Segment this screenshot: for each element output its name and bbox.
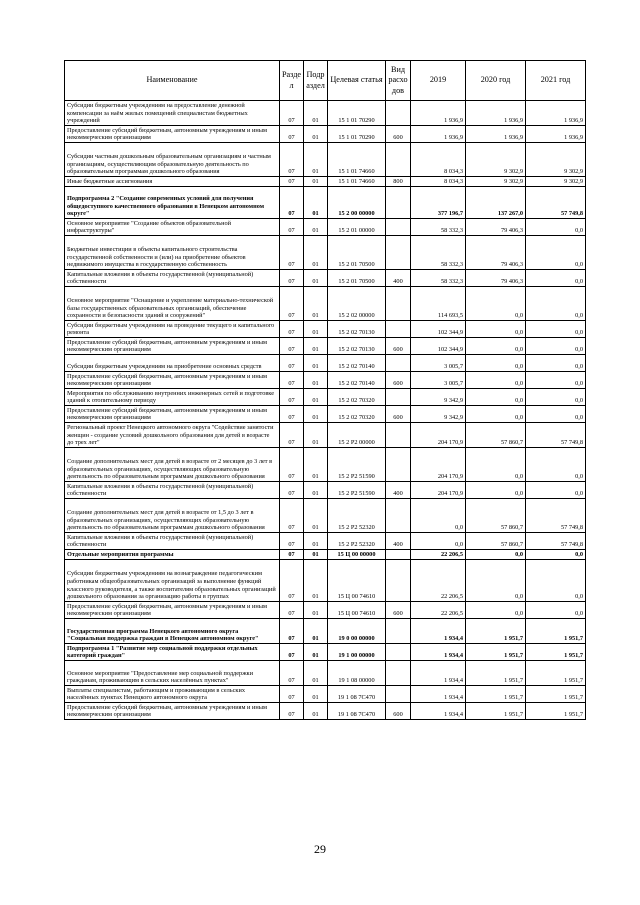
cell-subsection: 01 [304,533,328,550]
header-expense-type: Вид расхо дов [386,61,411,101]
cell-target-article: 15 1 01 74660 [328,143,386,177]
cell-value-2021: 0,0 [526,550,586,560]
table-header [65,61,586,101]
cell-target-article: 19 1 08 00000 [328,661,386,686]
cell-value-2019: 3 005,7 [411,355,466,372]
cell-value-2019: 22 206,5 [411,560,466,602]
cell-expense-type [386,389,411,406]
cell-name: Предоставление субсидий бюджетным, автономным учреждениям и иным некоммерческим организациям [65,406,280,423]
cell-name: Выплаты специалистам, работающим и проживающим в сельских населённых пунктах Ненецкого автономного округа [65,686,280,703]
cell-expense-type [386,287,411,321]
cell-target-article: 15 2 01 00000 [328,219,386,236]
table-row [65,372,586,389]
cell-expense-type: 600 [386,602,411,619]
table-row [65,482,586,499]
cell-subsection: 01 [304,236,328,270]
cell-value-2019: 58 332,3 [411,219,466,236]
cell-value-2020: 0,0 [466,448,526,482]
header-year-2020: 2020 год [466,61,526,101]
table-row [65,550,586,560]
cell-section: 07 [280,101,304,126]
cell-value-2019: 8 034,3 [411,143,466,177]
cell-value-2021: 1 951,7 [526,686,586,703]
cell-value-2020: 0,0 [466,550,526,560]
cell-expense-type [386,321,411,338]
cell-section: 07 [280,560,304,602]
cell-value-2021: 57 749,8 [526,423,586,448]
cell-section: 07 [280,177,304,187]
cell-target-article: 19 0 00 00000 [328,619,386,644]
table-body [65,101,586,720]
cell-section: 07 [280,143,304,177]
cell-value-2021: 1 951,7 [526,619,586,644]
cell-target-article: 15 2 02 70130 [328,321,386,338]
cell-section: 07 [280,187,304,219]
cell-section: 07 [280,550,304,560]
cell-subsection: 01 [304,423,328,448]
cell-expense-type: 400 [386,533,411,550]
cell-target-article: 15 2 02 70320 [328,389,386,406]
cell-value-2019: 204 170,9 [411,482,466,499]
cell-subsection: 01 [304,644,328,661]
cell-name: Подпрограмма 2 "Создание современных условий для получения общедоступного качественного образования в Ненецком автономном округе" [65,187,280,219]
table-row [65,448,586,482]
cell-section: 07 [280,126,304,143]
cell-target-article: 15 2 02 70130 [328,338,386,355]
cell-value-2019: 58 332,3 [411,270,466,287]
cell-value-2019: 1 936,9 [411,101,466,126]
cell-subsection: 01 [304,177,328,187]
cell-expense-type [386,560,411,602]
cell-subsection: 01 [304,219,328,236]
cell-subsection: 01 [304,661,328,686]
cell-value-2021: 1 936,9 [526,126,586,143]
cell-value-2020: 1 936,9 [466,101,526,126]
cell-value-2021: 0,0 [526,321,586,338]
cell-name: Капитальные вложения в объекты государственной (муниципальной) собственности [65,533,280,550]
cell-expense-type: 600 [386,338,411,355]
cell-section: 07 [280,270,304,287]
table-row [65,703,586,720]
cell-value-2020: 0,0 [466,389,526,406]
cell-subsection: 01 [304,482,328,499]
cell-value-2021: 1 951,7 [526,661,586,686]
cell-section: 07 [280,338,304,355]
table-row [65,499,586,533]
table-row [65,560,586,602]
cell-target-article: 15 2 P2 00000 [328,423,386,448]
cell-subsection: 01 [304,619,328,644]
table-row [65,187,586,219]
cell-value-2020: 0,0 [466,355,526,372]
cell-name: Предоставление субсидий бюджетным, автономным учреждениям и иным некоммерческим организациям [65,372,280,389]
table-row [65,686,586,703]
cell-subsection: 01 [304,703,328,720]
cell-value-2020: 1 951,7 [466,686,526,703]
cell-expense-type [386,644,411,661]
cell-target-article: 15 Ц 00 00000 [328,550,386,560]
cell-name: Основное мероприятие "Создание объектов образовательной инфраструктуры" [65,219,280,236]
cell-section: 07 [280,703,304,720]
cell-expense-type: 600 [386,703,411,720]
cell-target-article: 15 1 01 70290 [328,101,386,126]
cell-name: Мероприятия по обслуживанию внутренних инженерных сетей и подготовке зданий к отопительному периоду [65,389,280,406]
cell-name: Капитальные вложения в объекты государственной (муниципальной) собственности [65,270,280,287]
cell-name: Субсидии бюджетным учреждениям на проведение текущего и капитального ремонта [65,321,280,338]
cell-target-article: 15 2 01 70500 [328,270,386,287]
cell-value-2019: 0,0 [411,533,466,550]
cell-section: 07 [280,448,304,482]
cell-value-2019: 8 034,3 [411,177,466,187]
header-name: Наименование [65,61,280,101]
table-row [65,287,586,321]
cell-subsection: 01 [304,389,328,406]
cell-target-article: 15 2 P2 52320 [328,533,386,550]
cell-value-2019: 204 170,9 [411,448,466,482]
cell-expense-type [386,187,411,219]
table-row [65,236,586,270]
cell-value-2021: 0,0 [526,560,586,602]
cell-target-article: 15 2 P2 51590 [328,482,386,499]
table-row [65,338,586,355]
cell-section: 07 [280,321,304,338]
cell-subsection: 01 [304,499,328,533]
cell-expense-type: 400 [386,270,411,287]
table-row [65,389,586,406]
cell-subsection: 01 [304,372,328,389]
cell-name: Государственная программа Ненецкого автономного округа "Социальная поддержка граждан в Ненецком автономном округе" [65,619,280,644]
cell-target-article: 19 1 00 00000 [328,644,386,661]
cell-expense-type [386,101,411,126]
cell-name: Капитальные вложения в объекты государственной (муниципальной) собственности [65,482,280,499]
cell-value-2020: 0,0 [466,372,526,389]
budget-table [64,60,586,720]
cell-value-2021: 1 936,9 [526,101,586,126]
cell-subsection: 01 [304,602,328,619]
cell-value-2020: 1 951,7 [466,703,526,720]
cell-value-2020: 1 951,7 [466,661,526,686]
cell-value-2020: 0,0 [466,321,526,338]
table-row [65,177,586,187]
cell-value-2019: 22 206,5 [411,602,466,619]
cell-value-2019: 3 005,7 [411,372,466,389]
cell-expense-type [386,661,411,686]
cell-name: Создание дополнительных мест для детей в возрасте от 2 месяцев до 3 лет в образовательных организациях, осуществляющих образовательную деятельность по образовательным программам дошкольного образования [65,448,280,482]
cell-section: 07 [280,372,304,389]
cell-subsection: 01 [304,550,328,560]
cell-subsection: 01 [304,686,328,703]
cell-section: 07 [280,236,304,270]
table-row [65,602,586,619]
cell-expense-type: 600 [386,126,411,143]
cell-target-article: 15 2 02 70140 [328,372,386,389]
cell-expense-type [386,423,411,448]
cell-expense-type [386,619,411,644]
cell-value-2021: 1 951,7 [526,644,586,661]
table-row [65,321,586,338]
cell-expense-type: 400 [386,482,411,499]
cell-value-2019: 22 206,5 [411,550,466,560]
cell-value-2020: 9 302,9 [466,143,526,177]
cell-value-2020: 9 302,9 [466,177,526,187]
cell-value-2021: 0,0 [526,338,586,355]
cell-expense-type [386,686,411,703]
cell-value-2021: 0,0 [526,219,586,236]
cell-value-2021: 0,0 [526,602,586,619]
cell-value-2020: 57 860,7 [466,499,526,533]
cell-section: 07 [280,423,304,448]
table-row [65,423,586,448]
cell-subsection: 01 [304,406,328,423]
cell-value-2020: 0,0 [466,560,526,602]
cell-target-article: 15 Ц 00 74610 [328,602,386,619]
cell-subsection: 01 [304,560,328,602]
cell-name: Создание дополнительных мест для детей в возрасте от 1,5 до 3 лет в образовательных организациях, осуществляющих образовательную деятельность по образовательным программам дошкольного образования [65,499,280,533]
cell-target-article: 15 2 02 70320 [328,406,386,423]
cell-value-2020: 0,0 [466,406,526,423]
cell-value-2020: 1 951,7 [466,644,526,661]
cell-expense-type [386,219,411,236]
table-row [65,533,586,550]
cell-name: Субсидии частным дошкольным образовательным организациям и частным организациям, осуществляющим образовательную деятельность по образовательным программам дошкольного образования [65,143,280,177]
table-row [65,406,586,423]
cell-value-2021: 0,0 [526,355,586,372]
cell-value-2021: 57 749,8 [526,187,586,219]
cell-value-2020: 137 267,0 [466,187,526,219]
cell-section: 07 [280,389,304,406]
table-row [65,644,586,661]
cell-name: Субсидии бюджетным учреждениям на предоставление денежной компенсации за наём жилых помещений специалистам бюджетных учреждений [65,101,280,126]
cell-expense-type [386,236,411,270]
header-year-2019: 2019 [411,61,466,101]
cell-name: Основное мероприятие "Оснащение и укрепление материально-технической базы государственных образовательных организаций, обеспечение сохранности и безопасности зданий и сооружений" [65,287,280,321]
cell-section: 07 [280,686,304,703]
table-row [65,270,586,287]
cell-target-article: 15 1 01 74660 [328,177,386,187]
cell-target-article: 15 2 P2 51590 [328,448,386,482]
cell-section: 07 [280,661,304,686]
cell-target-article: 15 2 02 70140 [328,355,386,372]
cell-value-2019: 9 342,9 [411,389,466,406]
cell-name: Предоставление субсидий бюджетным, автономным учреждениям и иным некоммерческим организациям [65,602,280,619]
cell-section: 07 [280,499,304,533]
cell-name: Иные бюджетные ассигнования [65,177,280,187]
cell-section: 07 [280,644,304,661]
cell-section: 07 [280,287,304,321]
cell-subsection: 01 [304,321,328,338]
cell-target-article: 15 2 00 00000 [328,187,386,219]
cell-value-2019: 1 934,4 [411,619,466,644]
cell-value-2019: 1 934,4 [411,661,466,686]
cell-name: Субсидии бюджетным учреждениям на приобретение основных средств [65,355,280,372]
cell-value-2021: 0,0 [526,448,586,482]
header-section: Разде л [280,61,304,101]
cell-value-2019: 9 342,9 [411,406,466,423]
cell-value-2020: 79 406,3 [466,236,526,270]
cell-value-2021: 0,0 [526,270,586,287]
cell-value-2019: 102 344,9 [411,338,466,355]
cell-section: 07 [280,406,304,423]
cell-section: 07 [280,355,304,372]
table-row [65,101,586,126]
cell-section: 07 [280,219,304,236]
cell-value-2019: 114 693,5 [411,287,466,321]
cell-value-2021: 57 749,8 [526,533,586,550]
cell-value-2020: 1 936,9 [466,126,526,143]
cell-target-article: 15 2 01 70500 [328,236,386,270]
cell-target-article: 15 1 01 70290 [328,126,386,143]
cell-value-2020: 0,0 [466,482,526,499]
cell-target-article: 19 1 08 7C470 [328,703,386,720]
cell-name: Бюджетные инвестиции в объекты капитального строительства государственной собственности и (или) на приобретение объектов недвижимого имущества в государственную собственность [65,236,280,270]
cell-value-2020: 0,0 [466,287,526,321]
cell-expense-type [386,355,411,372]
cell-value-2021: 0,0 [526,389,586,406]
cell-name: Субсидии бюджетным учреждениям на вознаграждение педагогическим работникам общеобразовательных организаций за выполнение функций классного руководителя, а также воспитателям образовательных организаций дошкольного образования за организацию работы в группах [65,560,280,602]
cell-subsection: 01 [304,187,328,219]
table-row [65,619,586,644]
cell-value-2020: 0,0 [466,602,526,619]
cell-expense-type: 800 [386,177,411,187]
cell-value-2021: 57 749,8 [526,499,586,533]
cell-subsection: 01 [304,143,328,177]
cell-subsection: 01 [304,448,328,482]
cell-value-2020: 57 860,7 [466,533,526,550]
cell-value-2019: 204 170,9 [411,423,466,448]
page-number: 29 [314,842,326,856]
cell-section: 07 [280,533,304,550]
cell-target-article: 15 Ц 00 74610 [328,560,386,602]
cell-value-2021: 0,0 [526,287,586,321]
cell-value-2021: 0,0 [526,406,586,423]
cell-value-2021: 0,0 [526,482,586,499]
cell-expense-type [386,550,411,560]
cell-value-2021: 0,0 [526,236,586,270]
table-row [65,143,586,177]
cell-expense-type: 600 [386,372,411,389]
cell-section: 07 [280,482,304,499]
table-row [65,661,586,686]
cell-subsection: 01 [304,338,328,355]
cell-expense-type [386,499,411,533]
cell-target-article: 15 2 02 00000 [328,287,386,321]
cell-expense-type [386,448,411,482]
cell-subsection: 01 [304,101,328,126]
cell-name: Предоставление субсидий бюджетным, автономным учреждениям и иным некоммерческим организациям [65,703,280,720]
cell-value-2021: 1 951,7 [526,703,586,720]
cell-name: Подпрограмма 1 "Развитие мер социальной поддержки отдельных категорий граждан" [65,644,280,661]
cell-value-2020: 1 951,7 [466,619,526,644]
table-row [65,126,586,143]
cell-expense-type [386,143,411,177]
cell-value-2019: 58 332,3 [411,236,466,270]
cell-target-article: 15 2 P2 52320 [328,499,386,533]
cell-name: Отдельные мероприятия программы [65,550,280,560]
header-target-article: Целевая статья [328,61,386,101]
cell-name: Основное мероприятие "Предоставление мер социальной поддержки гражданам, проживающим в сельских населённых пунктах" [65,661,280,686]
cell-subsection: 01 [304,270,328,287]
cell-expense-type: 600 [386,406,411,423]
cell-name: Предоставление субсидий бюджетным, автономным учреждениям и иным некоммерческим организациям [65,338,280,355]
table-row [65,219,586,236]
cell-value-2019: 377 196,7 [411,187,466,219]
cell-value-2020: 79 406,3 [466,219,526,236]
cell-value-2019: 1 934,4 [411,644,466,661]
header-year-2021: 2021 год [526,61,586,101]
cell-section: 07 [280,602,304,619]
cell-section: 07 [280,619,304,644]
cell-value-2020: 57 860,7 [466,423,526,448]
table-row [65,355,586,372]
cell-value-2019: 1 936,9 [411,126,466,143]
cell-target-article: 19 1 08 7C470 [328,686,386,703]
cell-value-2021: 9 302,9 [526,143,586,177]
cell-subsection: 01 [304,355,328,372]
cell-name: Региональный проект Ненецкого автономного округа "Содействие занятости женщин - создание условий дошкольного образования для детей в возрасте до трех лет" [65,423,280,448]
cell-value-2020: 0,0 [466,338,526,355]
cell-value-2020: 79 406,3 [466,270,526,287]
cell-subsection: 01 [304,126,328,143]
cell-value-2021: 9 302,9 [526,177,586,187]
header-subsection: Подр аздел [304,61,328,101]
cell-value-2019: 1 934,4 [411,686,466,703]
cell-value-2019: 1 934,4 [411,703,466,720]
cell-subsection: 01 [304,287,328,321]
cell-name: Предоставление субсидий бюджетным, автономным учреждениям и иным некоммерческим организациям [65,126,280,143]
cell-value-2019: 102 344,9 [411,321,466,338]
cell-value-2021: 0,0 [526,372,586,389]
cell-value-2019: 0,0 [411,499,466,533]
